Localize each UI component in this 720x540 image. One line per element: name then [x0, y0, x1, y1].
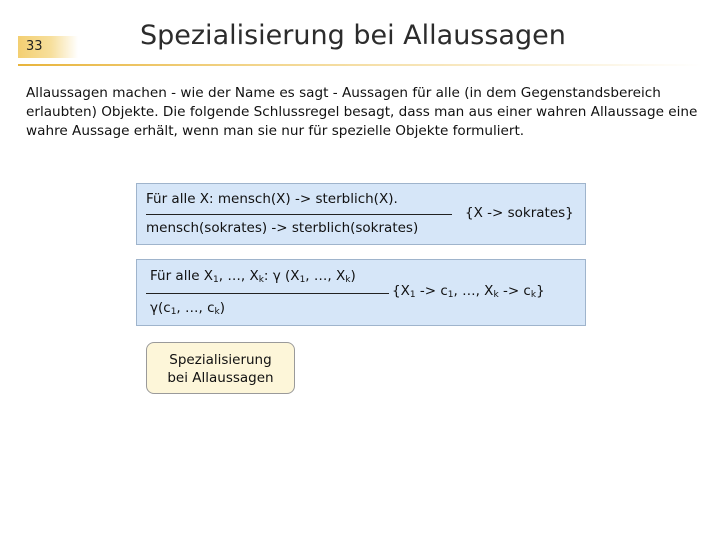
slide-title: Spezialisierung bei Allaussagen — [140, 20, 566, 51]
title-divider — [18, 64, 702, 66]
rule-inference-line — [146, 293, 389, 294]
rule-conclusion: $\gamma(c_1$, …, $c_k$) — [150, 300, 226, 317]
example-substitution: {X -> sokrates} — [465, 205, 574, 221]
rule-substitution: {$X_1 -> c_1$, …, $X_k -> c_k$} — [392, 283, 545, 300]
example-inference-line — [146, 214, 452, 215]
rule-premise: Für alle $X_1$, …, $X_k$: γ ($X_1$, …, $X_k$) — [150, 268, 356, 285]
slide-number: 33 — [18, 36, 78, 58]
general-inference-box — [136, 259, 586, 326]
callout-line-1: Spezialisierung — [169, 352, 272, 368]
intro-paragraph: Allaussagen machen - wie der Name es sagt - Aussagen für alle (in dem Gegenstandsbereich erlaubten) Objekte. Die folgende Schlussregel besagt, dass man aus einer wahren Allaussage eine wahre Aussage erhält, wenn man sie nur für spezielle Objekte formuliert. — [26, 85, 698, 139]
rule-name-callout — [146, 342, 295, 394]
callout-line-2: bei Allaussagen — [167, 370, 274, 386]
example-conclusion: mensch(sokrates) -> sterblich(sokrates) — [146, 220, 419, 236]
example-premise: Für alle X: mensch(X) -> sterblich(X). — [146, 191, 398, 207]
example-inference-box — [136, 183, 586, 245]
